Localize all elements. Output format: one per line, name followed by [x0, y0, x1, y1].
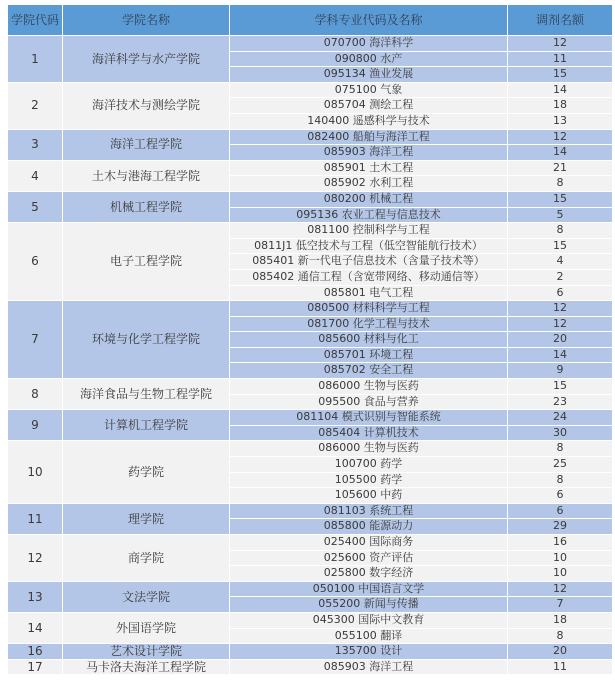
college-code: 11	[8, 503, 63, 534]
major-name: 085903 海洋工程	[230, 145, 508, 161]
college-code: 2	[8, 82, 63, 129]
quota-value: 14	[508, 145, 613, 161]
quota-value: 6	[508, 503, 613, 519]
college-name: 艺术设计学院	[63, 644, 230, 660]
table-body	[8, 36, 613, 675]
table-row	[8, 410, 613, 426]
quota-value: 18	[508, 98, 613, 114]
quota-value: 18	[508, 612, 613, 628]
table-row	[8, 535, 613, 551]
major-name: 135700 设计	[230, 644, 508, 660]
table-row	[8, 379, 613, 395]
college-name: 机械工程学院	[63, 191, 230, 222]
table-row	[8, 223, 613, 239]
table-header-row	[8, 5, 613, 36]
major-name: 0811J1 低空技术与工程（低空智能航行技术）	[230, 238, 508, 254]
major-name: 086000 生物与医药	[230, 379, 508, 395]
table-row	[8, 36, 613, 52]
major-name: 080500 材料科学与工程	[230, 301, 508, 317]
college-code: 8	[8, 379, 63, 410]
major-name: 085901 土木工程	[230, 160, 508, 176]
college-name: 海洋科学与水产学院	[63, 36, 230, 83]
major-name: 085701 环境工程	[230, 347, 508, 363]
quota-value: 15	[508, 67, 613, 83]
major-name: 055100 翻译	[230, 628, 508, 644]
major-name: 081100 控制科学与工程	[230, 223, 508, 239]
major-name: 075100 气象	[230, 82, 508, 98]
major-name: 081700 化学工程与技术	[230, 316, 508, 332]
major-name: 085401 新一代电子信息技术（含量子技术等）	[230, 254, 508, 270]
major-name: 081103 系统工程	[230, 503, 508, 519]
major-name: 100700 药学	[230, 457, 508, 473]
college-code: 13	[8, 581, 63, 612]
college-code: 9	[8, 410, 63, 441]
college-code: 1	[8, 36, 63, 83]
college-code: 17	[8, 659, 63, 675]
header-major: 学科专业代码及名称	[230, 5, 508, 36]
college-name: 马卡洛夫海洋工程学院	[63, 659, 230, 675]
quota-value: 4	[508, 254, 613, 270]
major-name: 095500 食品与营养	[230, 394, 508, 410]
table-row	[8, 191, 613, 207]
major-name: 055200 新闻与传播	[230, 597, 508, 613]
major-name: 095136 农业工程与信息技术	[230, 207, 508, 223]
college-code: 5	[8, 191, 63, 222]
college-name: 理学院	[63, 503, 230, 534]
college-code: 16	[8, 644, 63, 660]
table-row	[8, 82, 613, 98]
major-name: 070700 海洋科学	[230, 36, 508, 52]
college-name: 海洋食品与生物工程学院	[63, 379, 230, 410]
quota-value: 2	[508, 269, 613, 285]
quota-value: 8	[508, 628, 613, 644]
quota-value: 12	[508, 36, 613, 52]
college-code: 14	[8, 612, 63, 643]
quota-value: 29	[508, 519, 613, 535]
college-name: 文法学院	[63, 581, 230, 612]
quota-value: 10	[508, 566, 613, 582]
table-row	[8, 644, 613, 660]
college-code: 7	[8, 301, 63, 379]
college-name: 外国语学院	[63, 612, 230, 643]
major-name: 025400 国际商务	[230, 535, 508, 551]
table-row	[8, 441, 613, 457]
header-college-code: 学院代码	[8, 5, 63, 36]
quota-value: 8	[508, 223, 613, 239]
quota-value: 8	[508, 441, 613, 457]
quota-value: 7	[508, 597, 613, 613]
major-name: 105500 药学	[230, 472, 508, 488]
table-row	[8, 129, 613, 145]
major-name: 085902 水利工程	[230, 176, 508, 192]
college-code: 10	[8, 441, 63, 503]
major-name: 085702 安全工程	[230, 363, 508, 379]
quota-value: 8	[508, 176, 613, 192]
major-name: 085600 材料与化工	[230, 332, 508, 348]
college-code: 3	[8, 129, 63, 160]
quota-value: 15	[508, 379, 613, 395]
table-row	[8, 301, 613, 317]
major-name: 085903 海洋工程	[230, 659, 508, 675]
quota-value: 20	[508, 332, 613, 348]
quota-value: 5	[508, 207, 613, 223]
quota-value: 16	[508, 535, 613, 551]
transfer-quota-table	[7, 4, 613, 675]
quota-value: 12	[508, 301, 613, 317]
quota-value: 13	[508, 113, 613, 129]
college-code: 6	[8, 223, 63, 301]
college-name: 海洋技术与测绘学院	[63, 82, 230, 129]
header-college-name: 学院名称	[63, 5, 230, 36]
quota-value: 11	[508, 51, 613, 67]
major-name: 081104 模式识别与智能系统	[230, 410, 508, 426]
quota-value: 9	[508, 363, 613, 379]
major-name: 085800 能源动力	[230, 519, 508, 535]
quota-value: 12	[508, 316, 613, 332]
quota-value: 21	[508, 160, 613, 176]
major-name: 105600 中药	[230, 488, 508, 504]
major-name: 045300 国际中文教育	[230, 612, 508, 628]
major-name: 085704 测绘工程	[230, 98, 508, 114]
college-name: 计算机工程学院	[63, 410, 230, 441]
college-name: 商学院	[63, 535, 230, 582]
major-name: 085801 电气工程	[230, 285, 508, 301]
quota-value: 12	[508, 129, 613, 145]
major-name: 082400 船舶与海洋工程	[230, 129, 508, 145]
quota-value: 10	[508, 550, 613, 566]
major-name: 140400 遥感科学与技术	[230, 113, 508, 129]
quota-value: 24	[508, 410, 613, 426]
table-row	[8, 503, 613, 519]
table-row	[8, 160, 613, 176]
quota-value: 30	[508, 425, 613, 441]
college-name: 药学院	[63, 441, 230, 503]
quota-value: 8	[508, 472, 613, 488]
table-row	[8, 581, 613, 597]
table-row	[8, 612, 613, 628]
major-name: 086000 生物与医药	[230, 441, 508, 457]
college-name: 海洋工程学院	[63, 129, 230, 160]
quota-value: 20	[508, 644, 613, 660]
quota-value: 6	[508, 285, 613, 301]
quota-value: 12	[508, 581, 613, 597]
quota-value: 14	[508, 82, 613, 98]
quota-value: 25	[508, 457, 613, 473]
quota-value: 15	[508, 238, 613, 254]
college-name: 电子工程学院	[63, 223, 230, 301]
major-name: 080200 机械工程	[230, 191, 508, 207]
major-name: 085402 通信工程（含宽带网络、移动通信等）	[230, 269, 508, 285]
table-row	[8, 659, 613, 675]
college-code: 4	[8, 160, 63, 191]
quota-value: 11	[508, 659, 613, 675]
quota-value: 14	[508, 347, 613, 363]
college-code: 12	[8, 535, 63, 582]
quota-value: 23	[508, 394, 613, 410]
major-name: 025600 资产评估	[230, 550, 508, 566]
major-name: 085404 计算机技术	[230, 425, 508, 441]
major-name: 095134 渔业发展	[230, 67, 508, 83]
college-name: 土木与港海工程学院	[63, 160, 230, 191]
major-name: 090800 水产	[230, 51, 508, 67]
major-name: 050100 中国语言文学	[230, 581, 508, 597]
major-name: 025800 数字经济	[230, 566, 508, 582]
header-quota: 调剂名额	[508, 5, 613, 36]
college-name: 环境与化学工程学院	[63, 301, 230, 379]
quota-value: 6	[508, 488, 613, 504]
quota-value: 15	[508, 191, 613, 207]
